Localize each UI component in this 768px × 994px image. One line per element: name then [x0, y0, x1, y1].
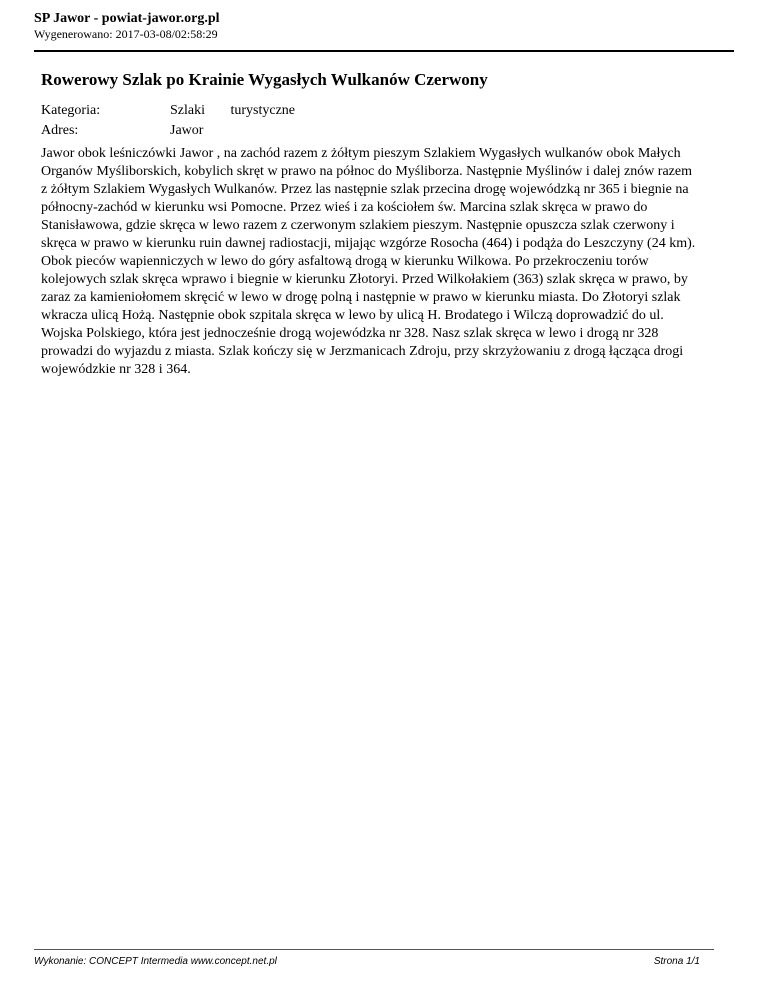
- article-body: Jawor obok leśniczówki Jawor , na zachód razem z żółtym pieszym Szlakiem Wygasłych wulkanów obok Małych Organów Myśliborskich, kobylich skręt w prawo na północ do Myśliborza. Następnie Myślinów i dalej znów razem z żółtym Szlakiem Wygasłych Wulkanów. Przez las następnie szlak przecina drogę wojewódzką nr 365 i biegnie na północny-zachód w kierunku wsi Pomocne. Przez wieś i za kościołem św. Marcina szlak skręca w prawo do Stanisławowa, gdzie skręca w lewo razem z czerwonym szlakiem pieszym. Następnie opuszcza szlak czerwony i skręca w prawo w kierunku ruin dawnej radiostacji, mijając wzgórze Rosocha (464) i podąża do Leszczyny (24 km). Obok pieców wapienniczych w lewo do góry asfaltową drogą w kierunku Wilkowa. Po przekroczeniu torów kolejowych szlak skręca wprawo i biegnie w kierunku Złotoryi. Przed Wilkołakiem (363) szlak skręca w prawo, by zaraz za kamieniołomem skręcić w lewo w drogę polną i następnie w prawo w kierunku miasta. Do Złotoryi szlak wkracza ulicą Hożą. Następnie obok szpitala skręca w lewo by ulicą H. Brodatego i Wilczą doprowadzić do ul. Wojska Polskiego, która jest jednocześnie drogą wojewódzka nr 328. Nasz szlak skręca w lewo i drogą nr 328 prowadzi do wyjazdu z miasta. Szlak kończy się w Jerzmanicach Zdroju, przy skrzyżowaniu z drogą łącząca drogi wojewódzkie nr 328 i 364.: [41, 146, 696, 377]
- meta-row-address: [41, 121, 731, 141]
- meta-value-address: Jawor: [170, 123, 204, 138]
- page-number: Strona 1/1: [653, 956, 700, 967]
- meta-label-address: Adres:: [41, 123, 79, 138]
- footer-credit: Wykonanie: CONCEPT Intermedia www.concept.net.pl: [34, 956, 277, 967]
- meta-row-category: [41, 101, 731, 121]
- footer-divider: [34, 949, 714, 950]
- article-title: Rowerowy Szlak po Krainie Wygasłych Wulkanów Czerwony: [41, 70, 488, 89]
- meta-value-category: Szlaki turystyczne: [170, 103, 296, 118]
- meta-label-category: Kategoria:: [41, 103, 101, 118]
- site-title: SP Jawor - powiat-jawor.org.pl: [34, 11, 220, 26]
- generated-timestamp: Wygenerowano: 2017-03-08/02:58:29: [34, 27, 218, 41]
- page-header: [34, 10, 734, 42]
- article-meta: [41, 101, 731, 141]
- header-divider: [34, 50, 734, 52]
